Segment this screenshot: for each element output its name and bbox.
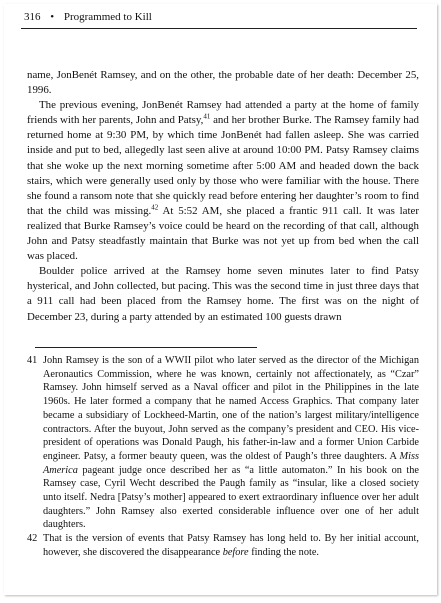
footnote-text xyxy=(43,532,419,559)
paragraph-text: and her brother Burke. The Ramsey family had returned home at 9:30 PM, by which time JonBenét had fallen asleep. She was carried inside and put to bed, allegedly last seen alive at around 10:00 PM. Patsy Ramsey claims that she woke up the next morning sometime after 5:00 AM and headed down the back stairs, which were generally used only by those who were familiar with the house. There she found a ransom note that she quickly read before entering her daughter’s room to find that the child was missing. xyxy=(27,114,419,217)
footnote-text-part: pageant judge once described her as “a little automaton.” In his book on the Ramsey case, Cyril Wecht described the Paugh family as “insular, like a closed society unto itself. Nedra [Patsy’s mother] appeared to exert extraordinary influence over her adult daughters.” John Ramsey also exerted considerable influence over one of her adult daughters. xyxy=(43,464,419,531)
page-number: 316 xyxy=(24,11,41,23)
paragraph-text: Boulder police arrived at the Ramsey home seven minutes later to find Patsy hysterical, and John collected, but pacing. This was the second time in just three days that a 911 call had been placed from the Ramsey home. The first was on the night of December 23, during a party attended by an estimated 100 guests drawn xyxy=(27,265,419,323)
header-separator: • xyxy=(50,11,55,23)
footnote-number: 42 xyxy=(27,533,38,545)
footnote-41 xyxy=(27,354,419,532)
running-header xyxy=(24,10,417,24)
footnotes xyxy=(27,354,419,560)
footnote-ref-42[interactable]: 42 xyxy=(151,203,159,212)
footnote-42 xyxy=(27,532,419,559)
paragraph-1 xyxy=(27,68,419,98)
paragraph-text: name, JonBenét Ramsey, and on the other, the probable date of her death: December 25, 1996. xyxy=(27,69,419,97)
footnote-rule xyxy=(35,347,257,348)
header-rule xyxy=(21,28,417,29)
footnote-italic: before xyxy=(222,546,249,558)
footnote-text-part: John Ramsey is the son of a WWII pilot who later served as the director of the Michigan Aeronautics Commission, where he was known, certainly not affectionately, as “Czar” Ramsey. John himself served as a Naval officer and pilot in the Philippines in the late 1960s. He later formed a company that he named Access Graphics. That company later became a subsidiary of Lockheed-Martin, one of the nation’s largest military/intelligence contractors. After the buyout, John served as the company’s president and CEO. His vice-president of operations was Donald Paugh, his father-in-law and a former Union Carbide engineer. Patsy, a former beauty queen, was the oldest of Paugh’s three daughters. A xyxy=(43,355,419,462)
footnote-number: 41 xyxy=(27,355,38,366)
paragraph-text: The previous evening, JonBenét Ramsey had attended a party at the home of family friends with her parents, John and Patsy, xyxy=(27,99,419,127)
footnote-text-part: finding the note. xyxy=(248,546,319,558)
paragraph-2 xyxy=(27,98,419,264)
paragraph-3 xyxy=(27,264,419,324)
book-page xyxy=(4,4,437,595)
footnote-ref-41[interactable]: 41 xyxy=(203,112,211,121)
paragraph-text: At 5:52 AM, she placed a frantic 911 call. It was later realized that Burke Ramsey’s voice could be heard on the recording of that call, although John and Patsy steadfastly maintain that Burke was not yet up from bed when the call was placed. xyxy=(27,204,419,263)
book-title: Programmed to Kill xyxy=(63,11,152,23)
footnote-text xyxy=(43,354,419,532)
footnote-italic: Miss America xyxy=(43,450,419,476)
footnote-text-part: That is the version of events that Patsy Ramsey has long held to. By her initial account, however, she discovered the disappearance xyxy=(43,533,419,558)
body-text xyxy=(27,68,419,325)
